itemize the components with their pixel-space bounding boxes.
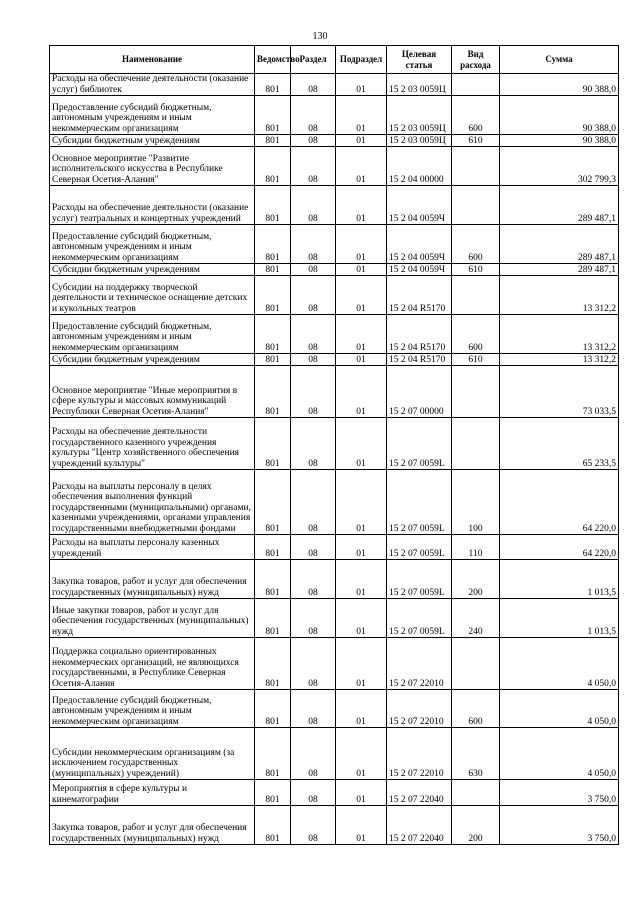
table-cell-ved: 801 [255, 135, 291, 147]
table-cell-vid [452, 147, 500, 186]
table-cell-sum: 289 487,1 [500, 225, 619, 264]
table-cell-vid [452, 74, 500, 96]
table-cell-target: 15 2 03 0059Ц [387, 96, 452, 135]
table-cell-name: Предоставление субсидий бюджетным, автономным учреждениям и иным некоммерческим организациям [50, 96, 255, 135]
table-cell-target: 15 2 07 22010 [387, 728, 452, 780]
table-cell-razdel: 08 [291, 560, 336, 599]
table-cell-sum: 13 312,2 [500, 276, 619, 315]
table-cell-ved: 801 [255, 354, 291, 366]
table-cell-podrazdel: 01 [336, 315, 387, 354]
table-cell-razdel: 08 [291, 186, 336, 225]
table-cell-vid: 610 [452, 264, 500, 276]
table-cell-razdel: 08 [291, 728, 336, 780]
table-cell-vid: 610 [452, 135, 500, 147]
table-cell-vid: 240 [452, 599, 500, 638]
table-cell-podrazdel: 01 [336, 599, 387, 638]
table-cell-sum: 3 750,0 [500, 806, 619, 845]
table-cell-target: 15 2 04 00000 [387, 147, 452, 186]
table-cell-ved: 801 [255, 599, 291, 638]
table-cell-vid [452, 418, 500, 470]
table-cell-vid: 200 [452, 560, 500, 599]
table-cell-target: 15 2 07 22010 [387, 638, 452, 690]
table-cell-ved: 801 [255, 225, 291, 264]
table-cell-name: Расходы на обеспечение деятельности (оказание услуг) библиотек [50, 74, 255, 96]
table-cell-sum: 64 220,0 [500, 470, 619, 535]
table-cell-sum: 289 487,1 [500, 264, 619, 276]
table-cell-name: Предоставление субсидий бюджетным, автономным учреждениям и иным некоммерческим организациям [50, 225, 255, 264]
table-cell-podrazdel: 01 [336, 74, 387, 96]
table-cell-podrazdel: 01 [336, 147, 387, 186]
table-cell-razdel: 08 [291, 638, 336, 690]
table-cell-vid: 100 [452, 470, 500, 535]
table-cell-podrazdel: 01 [336, 186, 387, 225]
header-name: Наименование [50, 46, 255, 74]
table-cell-podrazdel: 01 [336, 806, 387, 845]
table-cell-podrazdel: 01 [336, 276, 387, 315]
table-cell-vid [452, 186, 500, 225]
table-cell-vid: 110 [452, 535, 500, 560]
header-sum: Сумма [500, 46, 619, 74]
table-cell-ved: 801 [255, 690, 291, 728]
table-cell-ved: 801 [255, 276, 291, 315]
table-cell-ved: 801 [255, 560, 291, 599]
header-target: Целевая статья [387, 46, 452, 74]
table-row [50, 135, 619, 147]
table-cell-target: 15 2 07 0059L [387, 470, 452, 535]
table-cell-target: 15 2 07 0059L [387, 418, 452, 470]
table-row [50, 74, 619, 96]
table-row [50, 599, 619, 638]
header-podrazdel: Подраздел [336, 46, 387, 74]
table-row [50, 96, 619, 135]
table-cell-podrazdel: 01 [336, 638, 387, 690]
table-cell-razdel: 08 [291, 276, 336, 315]
table-cell-target: 15 2 07 22040 [387, 780, 452, 806]
table-cell-ved: 801 [255, 96, 291, 135]
table-cell-name: Мероприятия в сфере культуры и кинематографии [50, 780, 255, 806]
table-cell-razdel: 08 [291, 690, 336, 728]
table-row [50, 470, 619, 535]
table-cell-vid [452, 366, 500, 418]
table-cell-razdel: 08 [291, 225, 336, 264]
table-cell-razdel: 08 [291, 74, 336, 96]
table-cell-ved: 801 [255, 264, 291, 276]
table-cell-target: 15 2 04 0059Ч [387, 264, 452, 276]
table-cell-vid: 600 [452, 315, 500, 354]
table-cell-podrazdel: 01 [336, 264, 387, 276]
table-cell-sum: 90 388,0 [500, 135, 619, 147]
table-cell-name: Поддержка социально ориентированных некоммерческих организаций, не являющихся государственными, в Республике Северная Осетия-Алания [50, 638, 255, 690]
table-cell-vid [452, 638, 500, 690]
table-cell-sum: 3 750,0 [500, 780, 619, 806]
table-cell-vid [452, 276, 500, 315]
table-cell-razdel: 08 [291, 806, 336, 845]
table-cell-podrazdel: 01 [336, 560, 387, 599]
table-cell-sum: 64 220,0 [500, 535, 619, 560]
table-cell-ved: 801 [255, 315, 291, 354]
table-row [50, 690, 619, 728]
table-cell-ved: 801 [255, 728, 291, 780]
table-row [50, 264, 619, 276]
table-cell-ved: 801 [255, 535, 291, 560]
table-row [50, 535, 619, 560]
table-cell-razdel: 08 [291, 354, 336, 366]
table-cell-target: 15 2 04 R5170 [387, 315, 452, 354]
table-row [50, 186, 619, 225]
table-cell-target: 15 2 04 0059Ч [387, 225, 452, 264]
table-cell-vid: 630 [452, 728, 500, 780]
table-cell-ved: 801 [255, 186, 291, 225]
table-cell-vid: 600 [452, 225, 500, 264]
table-cell-sum: 90 388,0 [500, 96, 619, 135]
table-cell-vid [452, 780, 500, 806]
table-cell-podrazdel: 01 [336, 780, 387, 806]
table-cell-ved: 801 [255, 74, 291, 96]
table-cell-podrazdel: 01 [336, 728, 387, 780]
header-ved: Ведомство [255, 46, 291, 74]
table-cell-name: Предоставление субсидий бюджетным, автономным учреждениям и иным некоммерческим организациям [50, 690, 255, 728]
budget-table [49, 45, 619, 845]
table-cell-target: 15 2 04 R5170 [387, 354, 452, 366]
table-cell-razdel: 08 [291, 315, 336, 354]
table-row [50, 806, 619, 845]
table-cell-name: Иные закупки товаров, работ и услуг для обеспечения государственных (муниципальных) нужд [50, 599, 255, 638]
table-cell-razdel: 08 [291, 470, 336, 535]
table-cell-name: Субсидии бюджетным учреждениям [50, 354, 255, 366]
table-cell-name: Расходы на выплаты персоналу в целях обеспечения выполнения функций государственными (муниципальными) органами, казенными учреждениями, органами управления государственными внебюджетными фондами [50, 470, 255, 535]
table-cell-name: Субсидии некоммерческим организациям (за исключением государственных (муниципальных) учреждений) [50, 728, 255, 780]
table-row [50, 780, 619, 806]
table-cell-podrazdel: 01 [336, 135, 387, 147]
table-cell-razdel: 08 [291, 535, 336, 560]
table-cell-name: Расходы на выплаты персоналу казенных учреждений [50, 535, 255, 560]
table-cell-name: Расходы на обеспечение деятельности (оказание услуг) театральных и концертных учреждений [50, 186, 255, 225]
header-razdel: Раздел [291, 46, 336, 74]
table-cell-target: 15 2 07 22040 [387, 806, 452, 845]
table-cell-razdel: 08 [291, 264, 336, 276]
table-cell-ved: 801 [255, 418, 291, 470]
table-cell-sum: 1 013,5 [500, 599, 619, 638]
table-cell-sum: 302 799,3 [500, 147, 619, 186]
table-row [50, 276, 619, 315]
table-cell-target: 15 2 07 00000 [387, 366, 452, 418]
table-cell-name: Субсидии бюджетным учреждениям [50, 264, 255, 276]
table-row [50, 638, 619, 690]
table-cell-ved: 801 [255, 366, 291, 418]
table-cell-sum: 4 050,0 [500, 690, 619, 728]
table-row [50, 147, 619, 186]
table-cell-name: Предоставление субсидий бюджетным, автономным учреждениям и иным некоммерческим организациям [50, 315, 255, 354]
table-cell-podrazdel: 01 [336, 366, 387, 418]
table-cell-ved: 801 [255, 147, 291, 186]
table-cell-vid: 600 [452, 690, 500, 728]
table-cell-podrazdel: 01 [336, 535, 387, 560]
table-cell-sum: 13 312,2 [500, 315, 619, 354]
table-cell-name: Субсидии на поддержку творческой деятельности и техническое оснащение детских и кукольных театров [50, 276, 255, 315]
table-cell-sum: 90 388,0 [500, 74, 619, 96]
table-cell-target: 15 2 07 0059L [387, 599, 452, 638]
header-row [50, 46, 619, 74]
table-cell-podrazdel: 01 [336, 690, 387, 728]
table-cell-target: 15 2 07 0059L [387, 560, 452, 599]
table-cell-name: Субсидии бюджетным учреждениям [50, 135, 255, 147]
table-cell-podrazdel: 01 [336, 418, 387, 470]
table-cell-name: Основное мероприятие "Иные мероприятия в сфере культуры и массовых коммуникаций Республики Северная Осетия-Алания" [50, 366, 255, 418]
table-cell-name: Закупка товаров, работ и услуг для обеспечения государственных (муниципальных) нужд [50, 560, 255, 599]
table-cell-target: 15 2 03 0059Ц [387, 74, 452, 96]
table-row [50, 315, 619, 354]
page-number: 130 [312, 31, 328, 42]
table-cell-sum: 73 033,5 [500, 366, 619, 418]
table-cell-target: 15 2 07 22010 [387, 690, 452, 728]
table-cell-podrazdel: 01 [336, 354, 387, 366]
table-cell-ved: 801 [255, 806, 291, 845]
table-cell-razdel: 08 [291, 366, 336, 418]
table-row [50, 728, 619, 780]
header-vid: Вид расхода [452, 46, 500, 74]
table-cell-vid: 610 [452, 354, 500, 366]
table-cell-target: 15 2 07 0059L [387, 535, 452, 560]
table-cell-target: 15 2 03 0059Ц [387, 135, 452, 147]
table-cell-target: 15 2 04 0059Ч [387, 186, 452, 225]
table-cell-sum: 289 487,1 [500, 186, 619, 225]
table-row [50, 225, 619, 264]
table-row [50, 560, 619, 599]
table-cell-sum: 65 233,5 [500, 418, 619, 470]
table-cell-podrazdel: 01 [336, 96, 387, 135]
table-cell-sum: 1 013,5 [500, 560, 619, 599]
table-cell-razdel: 08 [291, 135, 336, 147]
table-cell-name: Основное мероприятие "Развитие исполнительского искусства в Республике Северная Осетия-Алания" [50, 147, 255, 186]
table-cell-razdel: 08 [291, 780, 336, 806]
table-cell-podrazdel: 01 [336, 225, 387, 264]
table-cell-razdel: 08 [291, 599, 336, 638]
table-cell-podrazdel: 01 [336, 470, 387, 535]
table-cell-sum: 4 050,0 [500, 638, 619, 690]
table-cell-sum: 4 050,0 [500, 728, 619, 780]
table-cell-target: 15 2 04 R5170 [387, 276, 452, 315]
table-cell-razdel: 08 [291, 147, 336, 186]
table-cell-ved: 801 [255, 470, 291, 535]
table-row [50, 366, 619, 418]
table-cell-name: Закупка товаров, работ и услуг для обеспечения государственных (муниципальных) нужд [50, 806, 255, 845]
table-cell-vid: 600 [452, 96, 500, 135]
table-cell-razdel: 08 [291, 418, 336, 470]
table-row [50, 354, 619, 366]
table-cell-razdel: 08 [291, 96, 336, 135]
table-cell-vid: 200 [452, 806, 500, 845]
table-cell-name: Расходы на обеспечение деятельности государственного казенного учреждения культуры "Центр хозяйственного обеспечения учреждений культуры" [50, 418, 255, 470]
table-cell-ved: 801 [255, 780, 291, 806]
table-row [50, 418, 619, 470]
table-cell-sum: 13 312,2 [500, 354, 619, 366]
table-cell-ved: 801 [255, 638, 291, 690]
